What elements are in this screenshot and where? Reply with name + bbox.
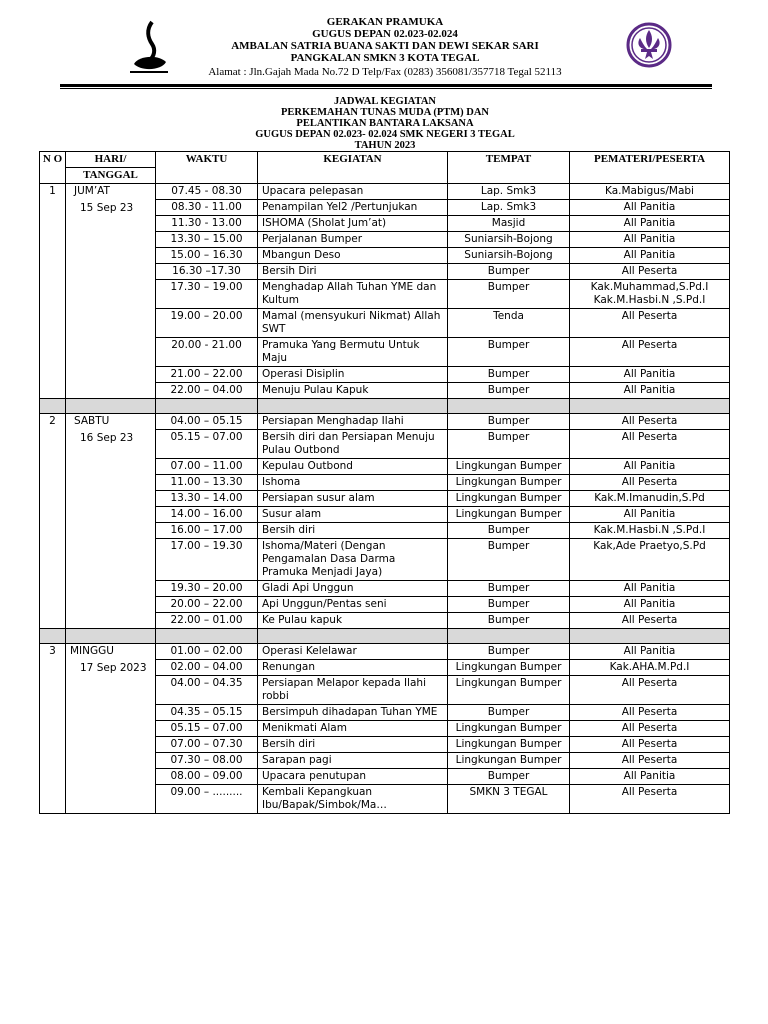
- day-date: 15 Sep 23: [80, 202, 134, 214]
- header-tanggal: TANGGAL: [66, 168, 156, 184]
- place-cell: Bumper: [448, 613, 570, 629]
- time-cell: 01.00 – 02.00: [156, 644, 258, 660]
- place-cell: Bumper: [448, 367, 570, 383]
- place-cell: SMKN 3 TEGAL: [448, 785, 570, 814]
- title-line-2: PERKEMAHAN TUNAS MUDA (PTM) DAN: [280, 107, 490, 118]
- place-cell: Lap. Smk3: [448, 200, 570, 216]
- activity-cell: Mamal (mensyukuri Nikmat) Allah SWT: [258, 309, 448, 338]
- time-cell: 22.00 – 01.00: [156, 613, 258, 629]
- activity-cell: Pramuka Yang Bermutu Untuk Maju: [258, 338, 448, 367]
- speaker-cell: All Peserta: [570, 676, 730, 705]
- place-cell: Lingkungan Bumper: [448, 721, 570, 737]
- activity-cell: Operasi Kelelawar: [258, 644, 448, 660]
- scout-fleur-de-lis-logo-icon: [626, 22, 672, 68]
- letterhead: [0, 12, 768, 82]
- time-cell: 17.00 – 19.30: [156, 539, 258, 581]
- separator-cell: [570, 629, 730, 644]
- header-hari: HARI/: [66, 152, 156, 168]
- day-date: 16 Sep 23: [80, 432, 134, 444]
- activity-cell: Upacara pelepasan: [258, 184, 448, 200]
- title-line-5: TAHUN 2023: [354, 140, 416, 151]
- time-cell: 05.15 – 07.00: [156, 430, 258, 459]
- place-cell: Tenda: [448, 309, 570, 338]
- speaker-cell: All Peserta: [570, 338, 730, 367]
- activity-cell: Api Unggun/Pentas seni: [258, 597, 448, 613]
- speaker-cell: All Peserta: [570, 430, 730, 459]
- header-no: N O: [40, 152, 66, 184]
- activity-cell: Operasi Disiplin: [258, 367, 448, 383]
- day-number: 1: [40, 184, 66, 399]
- day-separator-row: [40, 629, 730, 644]
- speaker-cell: All Panitia: [570, 367, 730, 383]
- table-row: [40, 414, 730, 430]
- place-cell: Bumper: [448, 597, 570, 613]
- activity-cell: Bersih diri dan Persiapan Menuju Pulau Outbond: [258, 430, 448, 459]
- time-cell: 15.00 – 16.30: [156, 248, 258, 264]
- separator-cell: [258, 399, 448, 414]
- activity-cell: Upacara penutupan: [258, 769, 448, 785]
- table-row: [40, 184, 730, 200]
- letterhead-lines: [120, 16, 650, 64]
- speaker-cell: All Panitia: [570, 216, 730, 232]
- table-row: [40, 644, 730, 660]
- letterhead-line-2: GUGUS DEPAN 02.023-02.024: [312, 28, 458, 40]
- time-cell: 13.30 – 15.00: [156, 232, 258, 248]
- activity-cell: Mbangun Deso: [258, 248, 448, 264]
- place-cell: Lap. Smk3: [448, 184, 570, 200]
- place-cell: Bumper: [448, 644, 570, 660]
- activity-cell: Bersih diri: [258, 523, 448, 539]
- speaker-cell: All Panitia: [570, 383, 730, 399]
- activity-cell: Kembali Kepangkuan Ibu/Bapak/Simbok/Ma…: [258, 785, 448, 814]
- speaker-cell: All Panitia: [570, 644, 730, 660]
- activity-cell: Menikmati Alam: [258, 721, 448, 737]
- activity-cell: Ishoma/Materi (Dengan Pengamalan Dasa Darma Pramuka Menjadi Jaya): [258, 539, 448, 581]
- place-cell: Bumper: [448, 383, 570, 399]
- activity-cell: Persiapan Menghadap Ilahi: [258, 414, 448, 430]
- time-cell: 07.00 – 07.30: [156, 737, 258, 753]
- time-cell: 02.00 – 04.00: [156, 660, 258, 676]
- activity-cell: Bersih diri: [258, 737, 448, 753]
- place-cell: Lingkungan Bumper: [448, 737, 570, 753]
- time-cell: 07.00 – 11.00: [156, 459, 258, 475]
- speaker-cell: All Peserta: [570, 705, 730, 721]
- activity-cell: Ishoma: [258, 475, 448, 491]
- speaker-cell: All Peserta: [570, 753, 730, 769]
- speaker-cell: All Peserta: [570, 613, 730, 629]
- activity-cell: Sarapan pagi: [258, 753, 448, 769]
- time-cell: 08.30 - 11.00: [156, 200, 258, 216]
- place-cell: Bumper: [448, 264, 570, 280]
- speaker-cell: All Panitia: [570, 507, 730, 523]
- separator-cell: [448, 629, 570, 644]
- day-cell: [66, 414, 156, 629]
- separator-cell: [156, 399, 258, 414]
- letterhead-line-1: GERAKAN PRAMUKA: [326, 16, 444, 28]
- place-cell: Bumper: [448, 523, 570, 539]
- speaker-cell: All Panitia: [570, 581, 730, 597]
- place-cell: Lingkungan Bumper: [448, 676, 570, 705]
- day-name: MINGGU: [70, 645, 114, 657]
- time-cell: 20.00 - 21.00: [156, 338, 258, 367]
- day-number: 2: [40, 414, 66, 629]
- activity-cell: Persiapan susur alam: [258, 491, 448, 507]
- letterhead-rule-thick: [60, 84, 712, 87]
- time-cell: 14.00 – 16.00: [156, 507, 258, 523]
- time-cell: 08.00 – 09.00: [156, 769, 258, 785]
- place-cell: Bumper: [448, 769, 570, 785]
- speaker-cell: Kak.M.Imanudin,S.Pd: [570, 491, 730, 507]
- speaker-cell: Ka.Mabigus/Mabi: [570, 184, 730, 200]
- place-cell: Lingkungan Bumper: [448, 475, 570, 491]
- place-cell: Lingkungan Bumper: [448, 753, 570, 769]
- header-pemateri: PEMATERI/PESERTA: [570, 152, 730, 184]
- time-cell: 04.00 – 04.35: [156, 676, 258, 705]
- time-cell: 09.00 – .........: [156, 785, 258, 814]
- activity-cell: Ke Pulau kapuk: [258, 613, 448, 629]
- time-cell: 07.30 – 08.00: [156, 753, 258, 769]
- separator-cell: [156, 629, 258, 644]
- activity-cell: Kepulau Outbond: [258, 459, 448, 475]
- letterhead-line-3: AMBALAN SATRIA BUANA SAKTI DAN DEWI SEKAR SARI: [231, 40, 539, 52]
- time-cell: 13.30 – 14.00: [156, 491, 258, 507]
- day-cell: [66, 184, 156, 399]
- speaker-cell: Kak.AHA.M.Pd.I: [570, 660, 730, 676]
- time-cell: 17.30 – 19.00: [156, 280, 258, 309]
- activity-cell: Bersimpuh dihadapan Tuhan YME: [258, 705, 448, 721]
- time-cell: 22.00 – 04.00: [156, 383, 258, 399]
- time-cell: 19.00 – 20.00: [156, 309, 258, 338]
- table-header-row: [40, 152, 730, 168]
- place-cell: Masjid: [448, 216, 570, 232]
- letterhead-line-4: PANGKALAN SMKN 3 KOTA TEGAL: [290, 52, 480, 64]
- activity-cell: Renungan: [258, 660, 448, 676]
- schedule-body: [40, 184, 730, 814]
- time-cell: 11.00 – 13.30: [156, 475, 258, 491]
- speaker-cell: All Panitia: [570, 597, 730, 613]
- place-cell: Suniarsih-Bojong: [448, 248, 570, 264]
- activity-cell: ISHOMA (Sholat Jum’at): [258, 216, 448, 232]
- separator-cell: [570, 399, 730, 414]
- separator-cell: [40, 629, 66, 644]
- schedule-title: [120, 96, 650, 151]
- day-name: JUM’AT: [74, 185, 110, 197]
- letterhead-rule-thin: [60, 88, 712, 89]
- time-cell: 16.30 –17.30: [156, 264, 258, 280]
- time-cell: 19.30 – 20.00: [156, 581, 258, 597]
- place-cell: Lingkungan Bumper: [448, 507, 570, 523]
- speaker-cell: All Panitia: [570, 232, 730, 248]
- speaker-cell: All Peserta: [570, 721, 730, 737]
- speaker-cell: Kak.Muhammad,S.Pd.I Kak.M.Hasbi.N ,S.Pd.I: [570, 280, 730, 309]
- speaker-cell: All Peserta: [570, 309, 730, 338]
- place-cell: Lingkungan Bumper: [448, 660, 570, 676]
- speaker-cell: All Peserta: [570, 264, 730, 280]
- speaker-cell: All Peserta: [570, 414, 730, 430]
- time-cell: 04.35 – 05.15: [156, 705, 258, 721]
- activity-cell: Persiapan Melapor kepada Ilahi robbi: [258, 676, 448, 705]
- time-cell: 20.00 – 22.00: [156, 597, 258, 613]
- place-cell: Bumper: [448, 338, 570, 367]
- place-cell: Bumper: [448, 280, 570, 309]
- place-cell: Bumper: [448, 414, 570, 430]
- title-line-4: GUGUS DEPAN 02.023- 02.024 SMK NEGERI 3 TEGAL: [255, 129, 515, 140]
- time-cell: 11.30 - 13.00: [156, 216, 258, 232]
- speaker-cell: Kak,Ade Praetyo,S.Pd: [570, 539, 730, 581]
- header-kegiatan: KEGIATAN: [258, 152, 448, 184]
- title-line-1: JADWAL KEGIATAN: [333, 96, 436, 107]
- place-cell: Bumper: [448, 581, 570, 597]
- day-date: 17 Sep 2023: [80, 662, 147, 674]
- activity-cell: Penampilan Yel2 /Pertunjukan: [258, 200, 448, 216]
- time-cell: 21.00 – 22.00: [156, 367, 258, 383]
- place-cell: Bumper: [448, 430, 570, 459]
- place-cell: Lingkungan Bumper: [448, 491, 570, 507]
- separator-cell: [40, 399, 66, 414]
- separator-cell: [258, 629, 448, 644]
- place-cell: Bumper: [448, 705, 570, 721]
- speaker-cell: All Panitia: [570, 769, 730, 785]
- time-cell: 16.00 – 17.00: [156, 523, 258, 539]
- speaker-cell: All Peserta: [570, 737, 730, 753]
- place-cell: Bumper: [448, 539, 570, 581]
- schedule-table: [39, 151, 730, 814]
- separator-cell: [448, 399, 570, 414]
- header-waktu: WAKTU: [156, 152, 258, 184]
- speaker-cell: All Panitia: [570, 200, 730, 216]
- title-line-3: PELANTIKAN BANTARA LAKSANA: [296, 118, 474, 129]
- day-number: 3: [40, 644, 66, 814]
- time-cell: 05.15 – 07.00: [156, 721, 258, 737]
- time-cell: 04.00 – 05.15: [156, 414, 258, 430]
- speaker-cell: All Peserta: [570, 785, 730, 814]
- day-cell: [66, 644, 156, 814]
- day-name: SABTU: [74, 415, 110, 427]
- activity-cell: Perjalanan Bumper: [258, 232, 448, 248]
- time-cell: 07.45 - 08.30: [156, 184, 258, 200]
- separator-cell: [66, 399, 156, 414]
- activity-cell: Susur alam: [258, 507, 448, 523]
- header-tempat: TEMPAT: [448, 152, 570, 184]
- activity-cell: Bersih Diri: [258, 264, 448, 280]
- place-cell: Suniarsih-Bojong: [448, 232, 570, 248]
- day-separator-row: [40, 399, 730, 414]
- letterhead-address: Alamat : Jln.Gajah Mada No.72 D Telp/Fax (0283) 356081/357718 Tegal 52113: [208, 66, 562, 78]
- activity-cell: Menuju Pulau Kapuk: [258, 383, 448, 399]
- activity-cell: Menghadap Allah Tuhan YME dan Kultum: [258, 280, 448, 309]
- separator-cell: [66, 629, 156, 644]
- speaker-cell: Kak.M.Hasbi.N ,S.Pd.I: [570, 523, 730, 539]
- speaker-cell: All Peserta: [570, 475, 730, 491]
- place-cell: Lingkungan Bumper: [448, 459, 570, 475]
- activity-cell: Gladi Api Unggun: [258, 581, 448, 597]
- speaker-cell: All Panitia: [570, 459, 730, 475]
- speaker-cell: All Panitia: [570, 248, 730, 264]
